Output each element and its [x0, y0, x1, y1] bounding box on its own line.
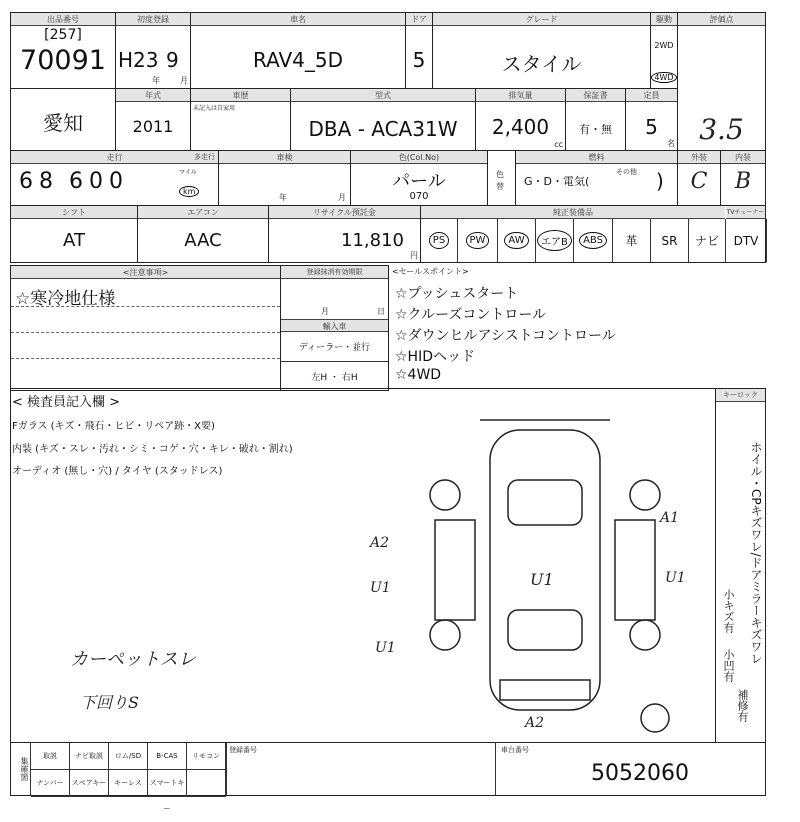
doors: 5	[412, 48, 426, 72]
equipment-label: 革	[625, 234, 638, 248]
equipment-item	[536, 219, 574, 262]
accessory-item: スマートキー	[148, 770, 187, 797]
sales-point: ☆HIDヘッド	[395, 349, 475, 365]
import-label: 輸入車	[281, 319, 388, 332]
wheel-rear-left	[430, 620, 460, 650]
equipment-label-circled: エアB	[537, 230, 572, 251]
yen-unit: 円	[410, 251, 418, 260]
sales-points-label: <セールスポイント>	[392, 267, 469, 276]
equipment-label: DTV	[733, 233, 759, 248]
damage-mark: A1	[660, 510, 680, 526]
equipment-item	[498, 219, 536, 262]
fuel: G・D・電気(	[524, 175, 590, 188]
inspection-line: Fガラス (キズ・飛石・ヒビ・リペア跡・X要)	[12, 421, 215, 432]
model-year: 2011	[132, 117, 174, 136]
cc-label: 排気量	[476, 89, 565, 102]
collect-label: 集確箇	[11, 743, 31, 795]
recycle-fee: 11,810	[341, 230, 404, 251]
inspection-line: オーディオ (無し・穴) / タイヤ (スタッドレス)	[12, 466, 223, 477]
registration-box	[280, 265, 389, 391]
accessory-item: 取説	[31, 743, 70, 770]
displacement-cell	[475, 88, 566, 151]
wheel-front-left	[430, 480, 460, 510]
grade-label: グレード	[433, 13, 650, 26]
recycle-cell	[268, 205, 421, 263]
grade: スタイル	[501, 52, 582, 76]
ac-label: エアコン	[138, 206, 268, 219]
equipment-item	[458, 219, 498, 262]
car-diagram	[420, 410, 690, 740]
color-number: 070	[409, 191, 429, 202]
equipment-item	[726, 219, 767, 262]
equipment-label: 純正装備品	[421, 206, 725, 219]
wheel-front-right	[630, 480, 660, 510]
capacity-unit: 名	[667, 139, 675, 148]
sales-point: ☆ダウンヒルアシストコントロール	[395, 328, 616, 344]
color-change-cell	[487, 150, 516, 206]
score-label: 評価点	[678, 13, 765, 26]
equipment-item	[613, 219, 651, 262]
inspection-cell	[218, 150, 351, 206]
history-note: 未記入は自家用	[193, 105, 236, 112]
right-side-panel	[615, 520, 655, 620]
car-name-cell	[190, 12, 406, 89]
model-year-cell	[115, 88, 191, 151]
fuel-label: 燃料	[516, 151, 677, 164]
color-change-label: 色替	[496, 170, 504, 191]
keylock-column	[715, 388, 766, 743]
accessory-item: ロム/SD	[109, 743, 148, 770]
lot-cell	[10, 12, 116, 89]
digit: 8	[39, 169, 53, 194]
mileage-digits	[19, 169, 123, 194]
fuel-cell	[515, 150, 678, 206]
equipment-item	[689, 219, 726, 262]
notes-text: ☆寒冷地仕様	[15, 289, 116, 309]
car-name-label: 車名	[191, 13, 405, 26]
damage-mark: A2	[525, 715, 545, 731]
damage-mark: U1	[375, 640, 396, 656]
digit: 0	[109, 169, 123, 194]
reg-month: 9	[166, 48, 179, 72]
month-unit: 月	[180, 76, 188, 85]
equipment-label: ナビ	[694, 234, 719, 248]
km-unit-circled: km	[179, 186, 199, 197]
vertical-note: 小凹有	[722, 649, 735, 682]
history-label: 車歴	[191, 89, 290, 102]
left-side-panel	[435, 520, 475, 620]
sales-point: ☆クルーズコントロール	[395, 307, 547, 323]
interior-label: 内装	[721, 151, 765, 164]
fuel-other: その他	[616, 168, 637, 176]
steering-side: 左H ・ 右H	[311, 373, 358, 383]
exterior-grade: C	[690, 169, 708, 194]
inspection-line: 内装 (キズ・スレ・汚れ・シミ・コゲ・穴・キレ・破れ・割れ)	[12, 444, 293, 455]
color: パール	[392, 171, 446, 192]
tuner-label: TVチューナー	[726, 206, 765, 219]
month-unit: 月	[321, 307, 329, 316]
color-cell	[350, 150, 488, 206]
lot-number: 70091	[20, 45, 106, 76]
sales-point: ☆プッシュスタート	[395, 286, 519, 302]
bottom-row	[10, 742, 766, 813]
warranty: 有・無	[579, 123, 612, 136]
reg-label: 初度登録	[116, 13, 190, 26]
shift-cell	[10, 205, 138, 263]
accessory-item: ナビ取説	[70, 743, 109, 770]
registration-label: 登録抹消有効期限	[281, 266, 388, 279]
accessory-item: スペアキー	[70, 770, 109, 797]
notes-label: <注意事項>	[11, 266, 280, 279]
score: 3.5	[699, 113, 744, 146]
keylock-label: キーロック	[716, 389, 765, 402]
cc-unit: cc	[554, 140, 563, 149]
equipment-label-circled: ABS	[579, 232, 607, 249]
shift-label: シフト	[11, 206, 137, 219]
damage-mark: U1	[370, 580, 391, 596]
accessory-item: B-CAS	[148, 743, 187, 770]
equipment-label: SR	[661, 233, 678, 248]
inspector-title: < 検査員記入欄 >	[12, 395, 121, 410]
history-cell	[190, 88, 291, 151]
capacity-cell	[625, 88, 678, 151]
capacity-label: 定員	[626, 89, 677, 102]
equipment-label-circled: PW	[466, 232, 490, 249]
year-unit: 年	[152, 76, 160, 85]
import-options: ディーラー・並行	[298, 343, 371, 353]
vertical-note: ホイル・CPキズワレ/ドアミラーキズワレ	[749, 441, 763, 665]
region-cell	[10, 88, 116, 151]
chassis-label: 車台番号	[501, 746, 529, 754]
warranty-label: 保証書	[566, 89, 625, 102]
mileage-label: 走行	[11, 151, 218, 164]
handwritten-note: カーペットスレ	[70, 649, 196, 670]
notes-box	[10, 265, 281, 391]
type-label: 型式	[291, 89, 475, 102]
car-name: RAV4_5D	[252, 48, 344, 72]
interior-cell	[720, 150, 766, 206]
type-cell	[290, 88, 476, 151]
equipment-item	[421, 219, 458, 262]
rear-window	[508, 610, 582, 650]
accessory-item: キーレス	[109, 770, 148, 797]
drive-label: 駆動	[651, 13, 677, 26]
first-registration-cell	[115, 12, 191, 89]
warranty-cell	[565, 88, 626, 151]
color-label: 色(Col.No)	[351, 151, 487, 164]
interior-grade: B	[734, 169, 752, 194]
drive-cell	[650, 12, 678, 89]
equipment-cell	[420, 205, 766, 263]
shift: AT	[63, 230, 85, 251]
grade-cell	[432, 12, 651, 89]
doors-cell	[405, 12, 433, 89]
equipment-label-circled: AW	[504, 232, 528, 249]
windshield	[508, 480, 582, 525]
drive-2wd: 2WD	[654, 41, 674, 50]
year-unit: 年	[279, 193, 287, 202]
model-type: DBA - ACA31W	[308, 117, 458, 141]
vertical-note: 小キズ有	[722, 589, 735, 633]
equipment-item	[651, 219, 689, 262]
wheel-rear-right	[630, 620, 660, 650]
doors-label: ドア	[406, 13, 432, 26]
drive-4wd-circled: 4WD	[651, 72, 676, 83]
mileage-cell	[10, 150, 219, 206]
accessory-item: ナンバー	[31, 770, 70, 797]
inspection-label: 車検	[219, 151, 350, 164]
mile-unit: マイル	[179, 169, 197, 176]
capacity: 5	[645, 115, 658, 139]
chassis-number: 5052060	[591, 761, 689, 786]
keylock-notes	[749, 441, 763, 665]
digit: 6	[69, 169, 83, 194]
reg-year: H23	[118, 48, 159, 72]
equipment-label-circled: PS	[429, 232, 449, 249]
damage-mark: A2	[370, 535, 390, 551]
digit: 0	[89, 169, 103, 194]
equipment-item	[574, 219, 613, 262]
damage-mark: U1	[665, 570, 686, 586]
sales-point: ☆4WD	[395, 367, 442, 383]
model-year-label: 年式	[116, 89, 190, 102]
lot-prefix: [257]	[44, 27, 82, 43]
accessory-item: リモコン	[187, 743, 226, 770]
score-cell	[677, 12, 766, 151]
exterior-label: 外装	[678, 151, 720, 164]
exterior-cell	[677, 150, 721, 206]
ac-cell	[137, 205, 269, 263]
lot-label: 出品番号	[11, 13, 115, 26]
accessory-item	[187, 770, 226, 797]
rear-bumper	[500, 680, 590, 700]
digit: 6	[19, 169, 33, 194]
day-unit: 日	[377, 307, 385, 316]
reg-number-label: 登録番号	[226, 743, 496, 795]
handwritten-note: 下回りS	[80, 693, 139, 712]
recycle-label: リサイクル預託金	[269, 206, 420, 219]
air-conditioner: AAC	[184, 230, 222, 251]
vertical-note: 補修有	[736, 689, 749, 722]
paren-close: )	[656, 169, 664, 193]
displacement: 2,400	[491, 115, 550, 139]
spare-wheel	[641, 704, 669, 732]
region: 愛知	[43, 111, 83, 135]
damage-mark: U1	[530, 570, 554, 589]
month-unit: 月	[338, 193, 346, 202]
meter-label: 多走行	[194, 153, 215, 161]
